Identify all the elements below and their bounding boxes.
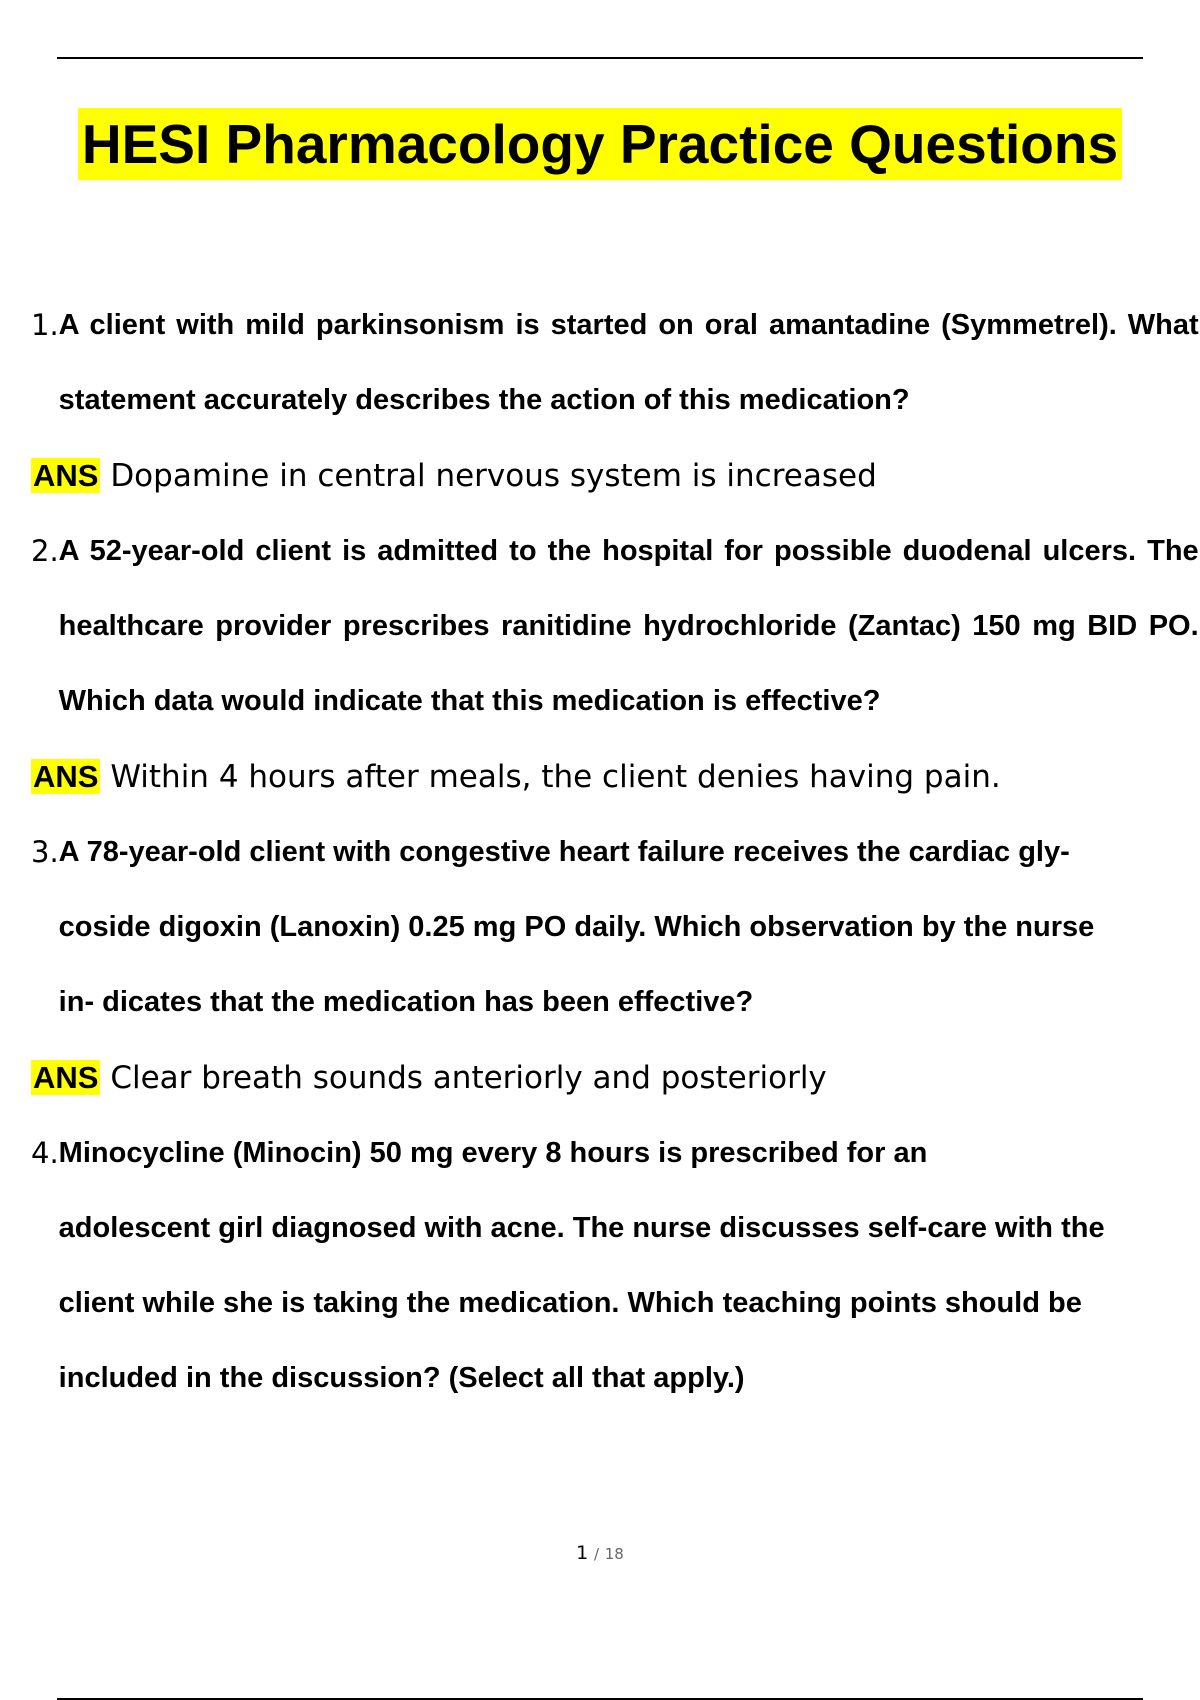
- question-item-1: [31, 288, 1200, 514]
- question-text: A 52-year-old client is admitted to the hospital for possible duodenal ulcers. The healthcare provider prescribes ranitidine hydrochloride (Zantac) 150 mg BID PO. Which data would indicate that this medication is effective?: [58, 535, 1199, 717]
- question-number: 2.: [31, 534, 59, 568]
- answer-text: Dopamine in central nervous system is increased: [110, 458, 877, 494]
- question-number: 1.: [31, 308, 59, 342]
- question-3: [31, 815, 1200, 1040]
- question-line: Minocycline (Minocin) 50 mg every 8 hours is prescribed for an: [58, 1137, 928, 1169]
- answer-label: ANS: [33, 458, 99, 493]
- question-text: A client with mild parkinsonism is started on oral amantadine (Symmetrel). What statement accurately describes the action of this medication?: [58, 309, 1199, 416]
- answer-2: [31, 739, 1200, 815]
- question-line: client while she is taking the medication. Which teaching points should be: [58, 1287, 1082, 1319]
- question-line: included in the discussion? (Select all that apply.): [58, 1362, 745, 1394]
- answer-3: [31, 1040, 1200, 1116]
- answer-text: Within 4 hours after meals, the client denies having pain.: [110, 759, 1001, 795]
- top-rule: [57, 57, 1143, 59]
- total-pages: 18: [604, 1545, 624, 1563]
- answer-label: ANS: [33, 1060, 99, 1095]
- questions-list: [31, 288, 1200, 1416]
- document-title: HESI Pharmacology Practice Questions: [78, 108, 1122, 180]
- question-number: 4.: [31, 1136, 59, 1170]
- question-number: 3.: [31, 835, 59, 869]
- question-4: [31, 1116, 1200, 1416]
- question-line: in- dicates that the medication has been effective?: [58, 986, 754, 1018]
- answer-1: [31, 438, 1200, 514]
- answer-text: Clear breath sounds anteriorly and posteriorly: [110, 1060, 827, 1096]
- question-line: A 78-year-old client with congestive heart failure receives the cardiac gly-: [58, 836, 1070, 868]
- answer-label: ANS: [33, 759, 99, 794]
- page-indicator: [0, 1542, 1200, 1564]
- question-line: adolescent girl diagnosed with acne. The nurse discusses self-care with the: [58, 1212, 1105, 1244]
- question-item-2: [31, 514, 1200, 815]
- question-line: coside digoxin (Lanoxin) 0.25 mg PO daily. Which observation by the nurse: [58, 911, 1095, 943]
- question-item-4: [31, 1116, 1200, 1416]
- question-item-3: [31, 815, 1200, 1116]
- question-2: [31, 514, 1200, 739]
- question-1: [31, 288, 1200, 438]
- question-text: [59, 815, 1095, 1040]
- current-page: 1: [576, 1542, 589, 1564]
- question-text: [59, 1116, 1105, 1416]
- page-separator: /: [593, 1545, 600, 1563]
- title-block: [0, 108, 1200, 180]
